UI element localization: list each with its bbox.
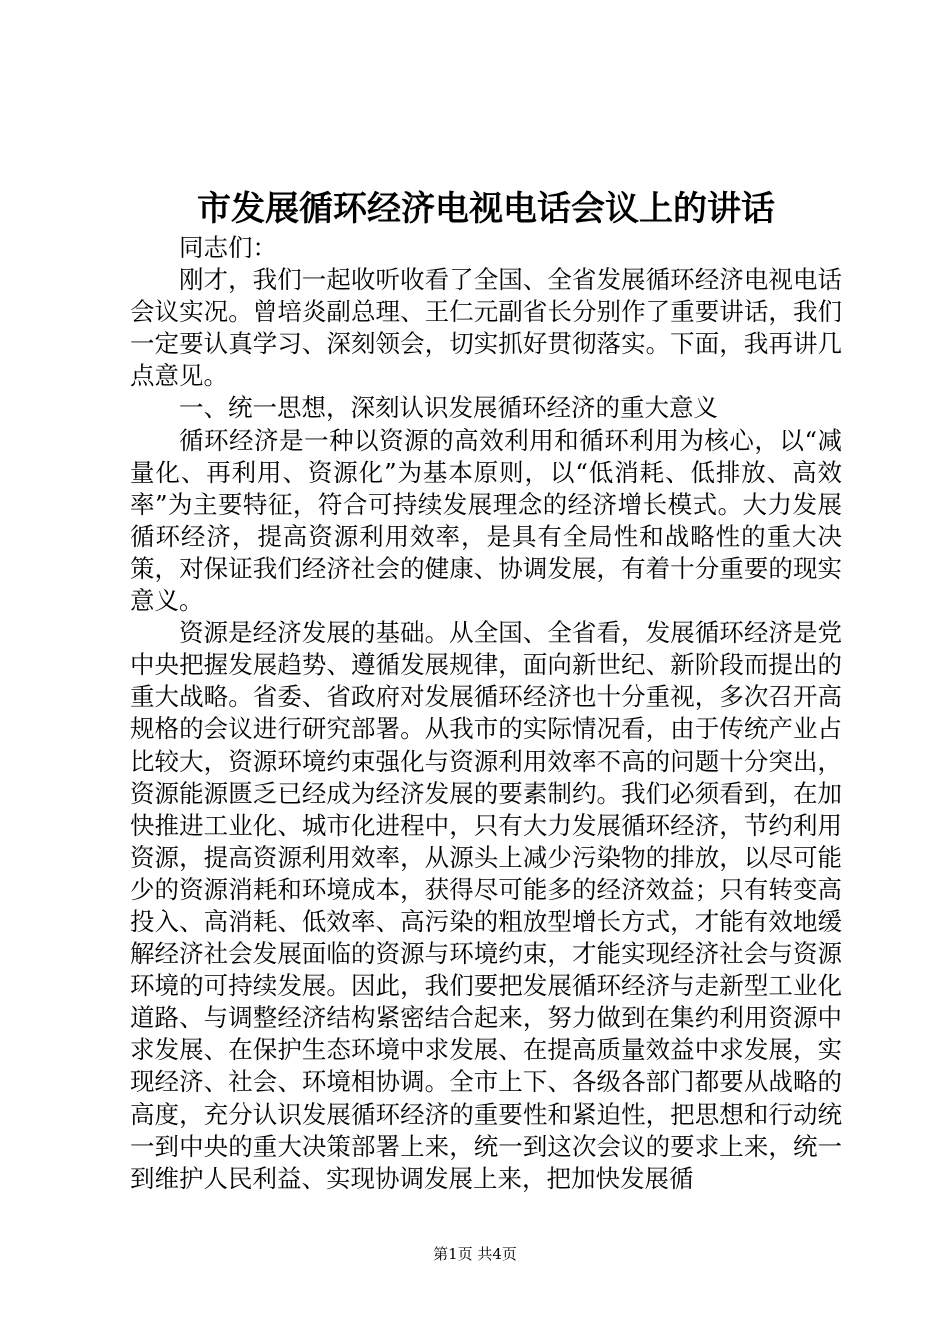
page-footer: 第1页 共4页 — [433, 1245, 517, 1263]
intro-paragraph: 刚才，我们一起收听收看了全国、全省发展循环经济电视电话会议实况。曾培炎副总理、王仁元副省长分别作了重要讲话，我们一定要认真学习、深刻领会，切实抓好贯彻落实。下面，我再讲几点意见。 — [130, 265, 842, 391]
document-body — [130, 232, 842, 1195]
section-heading: 一、统一思想，深刻认识发展循环经济的重大意义 — [179, 393, 718, 423]
body-paragraph: 资源是经济发展的基础。从全国、全省看，发展循环经济是党中央把握发展趋势、遵循发展规律，面向新世纪、新阶段而提出的重大战略。省委、省政府对发展循环经济也十分重视，多次召开高规格的会议进行研究部署。从我市的实际情况看，由于传统产业占比较大，资源环境约束强化与资源利用效率不高的问题十分突出，资源能源匮乏已经成为经济发展的要素制约。我们必须看到，在加快推进工业化、城市化进程中，只有大力发展循环经济，节约利用资源，提高资源利用效率，从源头上减少污染物的排放，以尽可能少的资源消耗和环境成本，获得尽可能多的经济效益；只有转变高投入、高消耗、低效率、高污染的粗放型增长方式，才能有效地缓解经济社会发展面临的资源与环境约束，才能实现经济社会与资源环境的可持续发展。因此，我们要把发展循环经济与走新型工业化道路、与调整经济结构紧密结合起来，努力做到在集约利用资源中求发展、在保护生态环境中求发展、在提高质量效益中求发展，实现经济、社会、环境相协调。全市上下、各级各部门都要从战略的高度，充分认识发展循环经济的重要性和紧迫性，把思想和行动统一到中央的重大决策部署上来，统一到这次会议的要求上来，统一到维护人民利益、实现协调发展上来，把加快发展循 — [130, 618, 842, 1193]
salutation-paragraph: 同志们： — [179, 233, 277, 262]
document-title: 市发展循环经济电视电话会议上的讲话 — [197, 189, 775, 229]
body-paragraph: 循环经济是一种以资源的高效利用和循环利用为核心，以“减量化、再利用、资源化”为基本原则，以“低消耗、低排放、高效率”为主要特征，符合可持续发展理念的经济增长模式。大力发展循环经济，提高资源利用效率，是具有全局性和战略性的重大决策，对保证我们经济社会的健康、协调发展，有着十分重要的现实意义。 — [130, 425, 842, 616]
